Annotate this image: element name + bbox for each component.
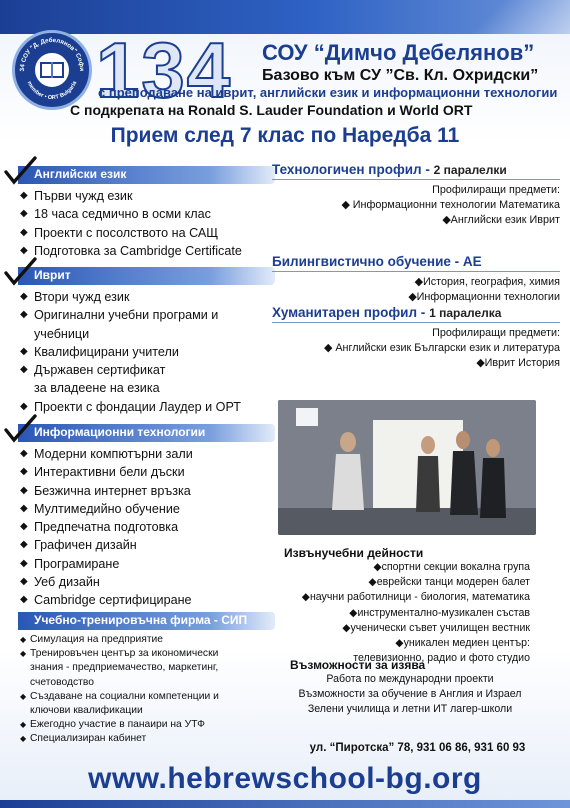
diamond-bullet-icon: ◆ [20,576,28,588]
list-item: ◆ Предпечатна подготовка [20,518,275,536]
profile-count: 2 паралелки [433,163,507,177]
activity-line: ◆еврейски танци модерен балет [368,576,530,589]
opportunity-line: Зелени училища и летни ИТ лагер-школи [307,703,513,716]
list-item: ◆ Безжична интернет връзка [20,482,275,500]
diamond-bullet-icon: ◆ [20,345,28,357]
activity-line: ◆спортни секции вокална група [373,561,530,573]
activity-line: телевизионно, радио и фото студио [353,652,530,665]
section-training-firm [0,612,275,747]
opportunities [290,658,530,718]
diamond-bullet-icon: ◆ [20,734,27,744]
section-header [18,166,275,184]
divider [272,271,560,272]
section-header [18,612,275,630]
list-item: ◆ Графичен дизайн [20,536,275,554]
list-item: ◆ 18 часа седмично в осми клас [20,205,275,223]
section-english [0,166,275,260]
checkmark-icon [2,156,38,186]
teaching-line: с преподаване на иврит, английски език и информационни технологии [98,85,558,100]
list-item: ◆ Квалифицирани учители [20,343,275,361]
list-item: ключови квалификации [30,705,143,717]
diamond-bullet-icon: ◆ [20,691,27,701]
diamond-bullet-icon: ◆ [20,400,28,412]
diamond-bullet-icon: ◆ [20,521,28,533]
list-item: ◆ Ежегодно участие в панаири на УТФ [20,718,275,732]
list-item: ◆ Cambridge сертифициране [20,591,275,609]
list-item: ◆ Проекти с посолството на САЩ [20,224,275,242]
profile-subjects-line: ◆Английски език Иврит [442,214,560,226]
admission-heading: Прием след 7 клас по Наредба 11 [110,124,460,147]
extracurricular-activities [284,546,530,666]
item-list [20,633,275,747]
diamond-bullet-icon: ◆ [20,208,28,220]
list-item: ◆ Модерни компютърни зали [20,445,275,463]
diamond-bullet-icon: ◆ [20,484,28,496]
activity-line: ◆уникален медиен център: [395,637,530,650]
diamond-bullet-icon: ◆ [20,539,28,551]
diamond-bullet-icon: ◆ [20,226,28,238]
diamond-bullet-icon: ◆ [20,557,28,569]
section-title: Учебно-тренировъчна фирма - СИП [34,613,248,627]
photo-image [278,400,536,535]
section-title: Иврит [34,268,71,282]
profile-subjects-line: ◆Иврит История [476,357,560,369]
profile-subjects-label: Профилиращи предмети: [432,327,560,339]
list-item: знания - предприемачество, маркетинг, [30,662,219,674]
profile-count: 1 паралелка [429,306,502,320]
diamond-bullet-icon: ◆ [20,594,28,606]
opportunity-line: Възможности за обучение в Англия и Израел [298,688,522,701]
list-item: ◆ Програмиране [20,555,275,573]
website-link[interactable]: www.hebrewschool-bg.org [88,762,482,795]
profile-subjects-label: Профилиращи предмети: [432,184,560,196]
profile-heading: Хуманитарен профил - 1 паралелка [272,305,502,320]
school-title: СОУ “Димчо Дебелянов” [262,40,535,65]
list-item: ◆ Втори чужд език [20,288,275,306]
item-list [20,187,275,260]
list-item: за владеене на езика [34,381,160,396]
list-item: ◆ Интерактивни бели дъски [20,463,275,481]
checkmark-icon [2,257,38,287]
profile-subjects-line: ◆Информационни технологии [408,291,560,303]
list-item: ◆ Специализиран кабинет [20,732,275,746]
diamond-bullet-icon: ◆ [20,635,27,644]
diamond-bullet-icon: ◆ [20,720,27,730]
profile-subjects-line: ◆История, география, химия [414,276,560,288]
logo-ring-text-bottom: member • ORT Bulgaria [25,80,79,102]
checkmark-icon [2,414,38,444]
item-list [20,288,275,416]
list-item: ◆ Проекти с фондации Лаудер и ОРТ [20,398,275,416]
school-logo [12,30,92,110]
profile-subjects-line: ◆ Английски език Български език и литература [324,342,560,354]
profile-heading: Технологичен профил - 2 паралелки [272,162,507,177]
list-item: учебници [34,326,90,341]
diamond-bullet-icon: ◆ [20,244,28,256]
diamond-bullet-icon: ◆ [20,291,28,302]
bilingual-profile [272,254,560,305]
contact-address: ул. “Пиротска” 78, 931 06 86, 931 60 93 [309,742,526,754]
diamond-bullet-icon: ◆ [20,502,28,514]
section-it [0,424,275,610]
section-title: Информационни технологии [34,425,206,439]
item-list [20,445,275,610]
diamond-bullet-icon: ◆ [20,466,28,478]
list-item: ◆ Подготовка за Cambridge Certificate [20,242,275,260]
list-item: ◆ Уеб дизайн [20,573,275,591]
diamond-bullet-icon: ◆ [20,448,28,459]
diamond-bullet-icon: ◆ [20,649,27,659]
section-title: Английски език [34,167,127,181]
divider [272,179,560,180]
logo-emblem [33,51,71,89]
section-header [18,424,275,442]
diamond-bullet-icon: ◆ [20,309,28,321]
activity-line: ◆научни работилници - биология, математика [301,591,530,604]
book-icon [38,56,66,84]
diamond-bullet-icon: ◆ [20,364,28,376]
section-header [18,267,275,285]
divider [272,322,560,323]
logo-ring-text-top: 34 СОУ "Д. Дебелянов" Софи [18,36,86,72]
school-number: 134 [96,26,233,114]
activity-line: ◆ученически съвет училищен вестник [342,621,530,634]
list-item: ◆ Първи чужд език [20,187,275,205]
activity-line: ◆инструментално-музикален състав [349,606,530,619]
corner-decoration [450,0,570,34]
list-item: ◆ Тренировъчен център за икономически [20,647,275,661]
opportunities-title: Възможности за изява [290,658,426,672]
profile-heading: Билингвистично обучение - АЕ [272,254,482,269]
school-subtitle: Базово към СУ ”Св. Кл. Охридски” [262,67,539,84]
profile-subjects-line: ◆ Информационни технологии Математика [341,199,560,211]
activities-title: Извънучебни дейности [284,546,424,560]
section-hebrew [0,267,275,416]
tech-profile [272,162,560,228]
humanities-profile [272,305,560,371]
list-item: ◆ Мултимедийно обучение [20,500,275,518]
bottom-band [0,800,570,808]
opportunity-line: Работа по международни проекти [326,673,494,685]
list-item: ◆ Създаване на социални компетенции и [20,690,275,704]
support-line: С подкрепата на Ronald S. Lauder Foundation и World ORT [70,102,473,118]
diamond-bullet-icon: ◆ [20,190,28,201]
list-item: ◆ Оригинални учебни програми и [20,306,275,324]
classroom-photo [278,400,536,535]
list-item: счетоводство [30,676,94,688]
list-item: ◆ Държавен сертификат [20,361,275,379]
list-item: ◆ Симулация на предприятие [20,633,275,647]
